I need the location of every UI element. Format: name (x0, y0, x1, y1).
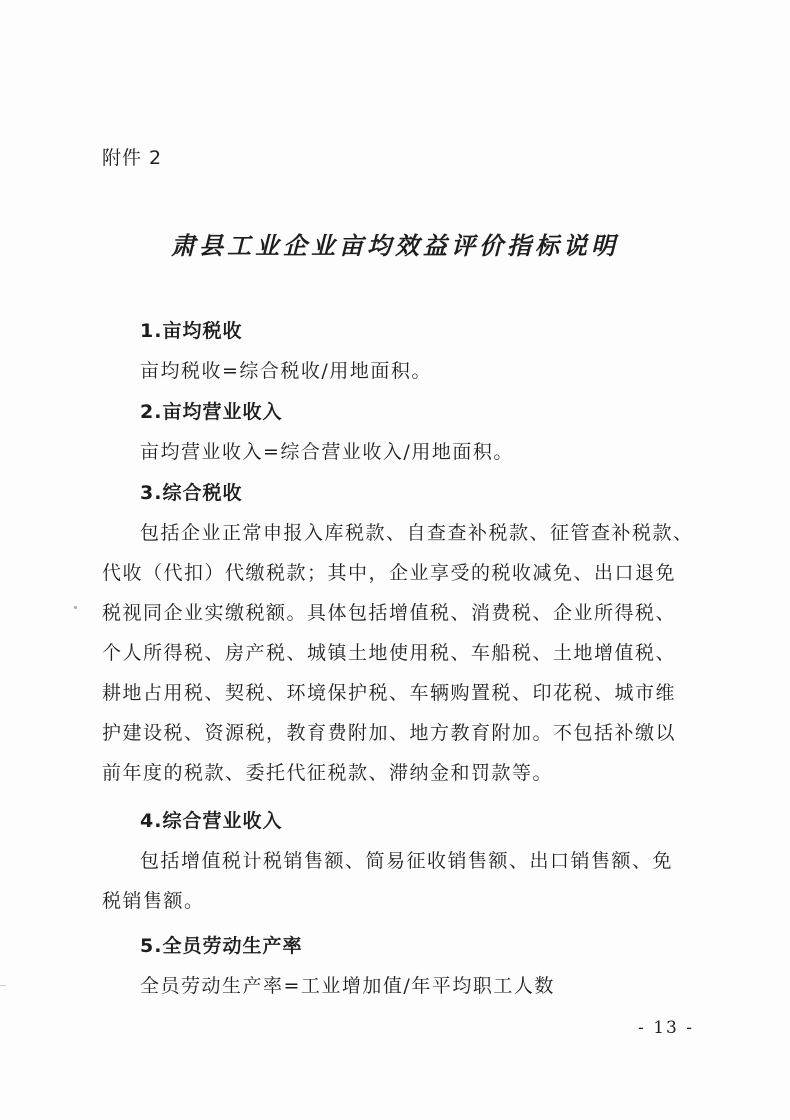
attachment-label: 附件 2 (102, 147, 163, 169)
document-title: 肃县工业企业亩均效益评价指标说明 (171, 231, 619, 260)
section-4-line-2: 税销售额。 (102, 890, 205, 912)
section-3-line-7: 前年度的税款、委托代征税款、滞纳金和罚款等。 (102, 762, 554, 784)
section-3-line-2: 代收（代扣）代缴税款；其中，企业享受的税收减免、出口退免 (102, 562, 677, 584)
section-3-line-3: 税视同企业实缴税额。具体包括增值税、消费税、企业所得税、 (102, 602, 677, 624)
scan-edge-mark (0, 985, 6, 986)
section-1-line-1: 亩均税收=综合税收/用地面积。 (140, 360, 432, 382)
section-heading-4: 4.综合营业收入 (140, 810, 283, 832)
section-heading-3: 3.综合税收 (140, 482, 243, 504)
section-4-line-1: 包括增值税计税销售额、简易征收销售额、出口销售额、免 (140, 850, 674, 872)
section-2-line-1: 亩均营业收入=综合营业收入/用地面积。 (140, 441, 514, 463)
section-heading-1: 1.亩均税收 (140, 320, 243, 342)
scan-speck (74, 606, 77, 609)
section-3-line-5: 耕地占用税、契税、环境保护税、车辆购置税、印花税、城市维 (102, 682, 677, 704)
section-heading-2: 2.亩均营业收入 (140, 401, 283, 423)
page-number: - 13 - (638, 1018, 694, 1038)
section-3-line-6: 护建设税、资源税，教育费附加、地方教育附加。不包括补缴以 (102, 722, 677, 744)
section-heading-5: 5.全员劳动生产率 (140, 935, 303, 957)
section-3-line-4: 个人所得税、房产税、城镇土地使用税、车船税、土地增值税、 (102, 642, 677, 664)
section-3-line-1: 包括企业正常申报入库税款、自查查补税款、征管查补税款、 (140, 522, 694, 544)
section-5-line-1: 全员劳动生产率=工业增加值/年平均职工人数 (140, 975, 555, 997)
